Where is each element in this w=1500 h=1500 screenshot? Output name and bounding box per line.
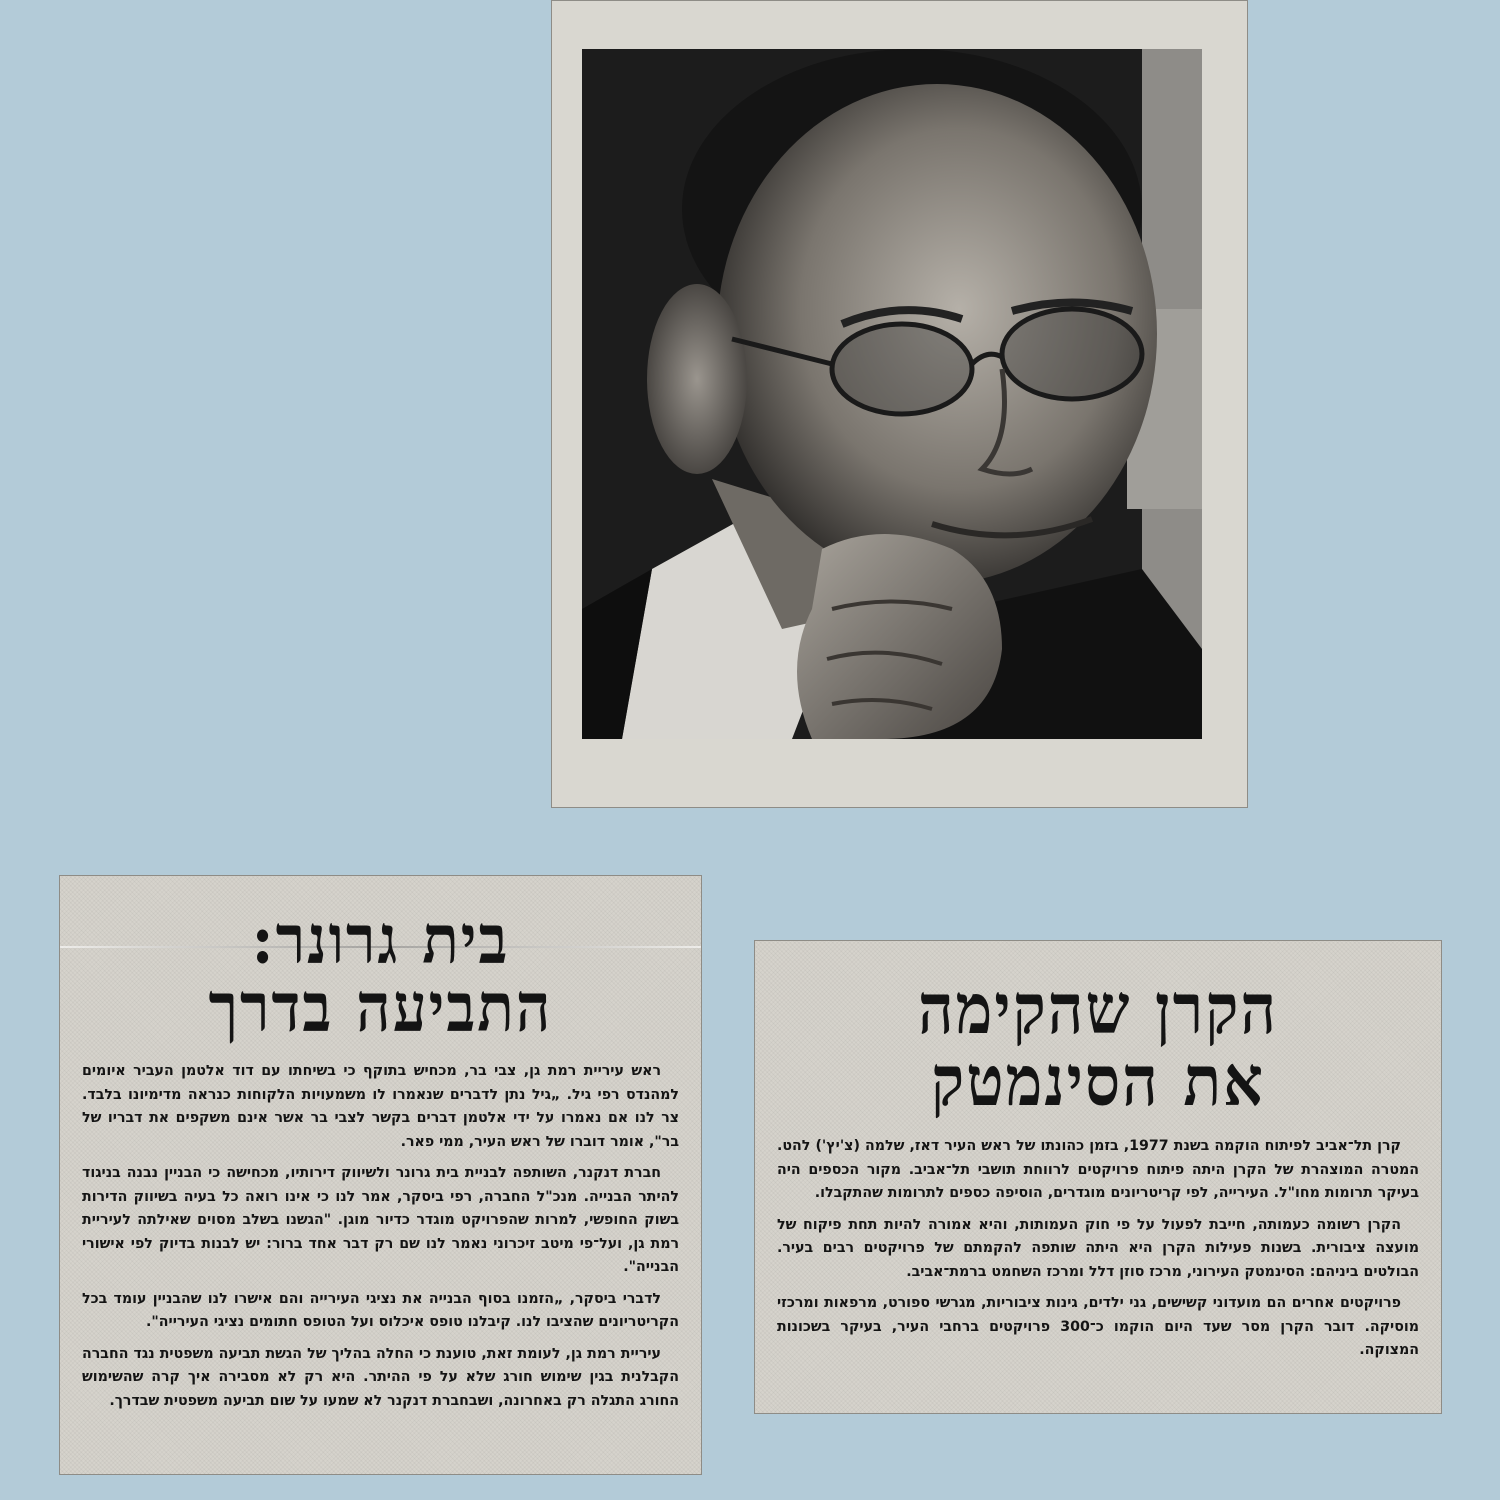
gruner-article-clipping bbox=[59, 875, 702, 1475]
photo-clipping bbox=[551, 0, 1248, 808]
cinema-paragraph: הקרן רשומה כעמותה, חייבת לפעול על פי חוק העמותות, והיא אמורה להיות תחת פיקוח של מועצה ציבורית. בשנות פעילות הקרן היא היתה שותפה להקמתם של פרויקטים רבים בעיר. הבולטים ביניהם: הסינמטק העירוני, מרכז סוזן דלל ומרכז השחמט ברמת־אביב. bbox=[777, 1216, 1419, 1280]
gruner-title-line2: התביעה בדרך bbox=[208, 968, 553, 1048]
cinema-body bbox=[777, 1135, 1419, 1363]
gruner-paragraph: לדברי ביסקר, „הזמנו בסוף הבנייה את נציגי העירייה והם אישרו לנו שהבניין עומד בכל הקריטריונים שהציבו לנו. קיבלנו טופס איכלוס ועל הטופס חתומים נציגי העירייה". bbox=[82, 1290, 679, 1330]
portrait-photo bbox=[582, 49, 1202, 739]
gruner-headline bbox=[82, 900, 679, 1048]
portrait-illustration bbox=[582, 49, 1202, 739]
gruner-paragraph: עיריית רמת גן, לעומת זאת, טוענת כי החלה בהליך של הגשת תביעה משפטית נגד החברה הקבלנית בגין שימוש חורג שלא על פי ההיתר. היא רק לא מסבירה איך קרה שהשימוש החורג התגלה רק באחרונה, ושבחברת דנקנר לא שמעו על שום תביעה משפטית שבדרך. bbox=[82, 1345, 679, 1409]
cinema-headline bbox=[777, 967, 1419, 1122]
cinema-title-line1: הקרן שהקימה bbox=[917, 967, 1279, 1050]
gruner-paragraph: ראש עיריית רמת גן, צבי בר, מכחיש בתוקף כי בשיחתו עם דוד אלטמן העביר איומים למהנדס רפי גיל. „גיל נתן לדברים שנאמרו לו משמעויות הלקוחות כנראה מדימיונו בלבד. צר לנו אם נאמרו על ידי אלטמן דברים בקשר לצבי בר אשר אינם משקפים את דבריו של בר", אומר דוברו של ראש העיר, ממי פאר. bbox=[82, 1063, 679, 1150]
gruner-body bbox=[82, 1060, 679, 1413]
cinema-paragraph: פרויקטים אחרים הם מועדוני קשישים, גני ילדים, גינות ציבוריות, מגרשי ספורט, מרפאות ומרכזי מוסיקה. דובר הקרן מסר שעד היום הוקמו כ־300 פרויקטים ברחבי העיר, בעיקר בשכונות המצוקה. bbox=[777, 1295, 1419, 1358]
cinema-article-clipping bbox=[754, 940, 1442, 1414]
gruner-title-line1: בית גרונר: bbox=[251, 900, 510, 980]
cinema-paragraph: קרן תל־אביב לפיתוח הוקמה בשנת 1977, בזמן כהונתו של ראש העיר דאז, שלמה (צ'יץ') להט. המטרה המוצהרת של הקרן היתה פיתוח פרויקטים לרווחת תושבי תל־אביב. מקור הכספים היה בעיקר תרומות מחו"ל. העירייה, לפי קריטריונים מוגדרים, הוסיפה כספים לתרומות שהתקבלו. bbox=[777, 1138, 1419, 1201]
gruner-paragraph: חברת דנקנר, השותפה לבניית בית גרונר ולשיווק דירותיו, מכחישה כי הבניין נבנה בניגוד להיתר הבנייה. מנכ"ל החברה, רפי ביסקר, אמר לנו כי אינו רואה כל בעיה בשיווק הדירות בשוק החופשי, למרות שהפרויקט מוגדר כדיור מוגן. "הגשנו בשלב מסוים שאילתה לעיריית רמת גן, ועל־פי מיטב זיכרוני נאמר לנו שם רק דבר אחד ברור: יש לבנות בדיוק לפי אישורי הבנייה". bbox=[82, 1165, 679, 1275]
cinema-title-line2: את הסינמטק bbox=[931, 1039, 1265, 1122]
